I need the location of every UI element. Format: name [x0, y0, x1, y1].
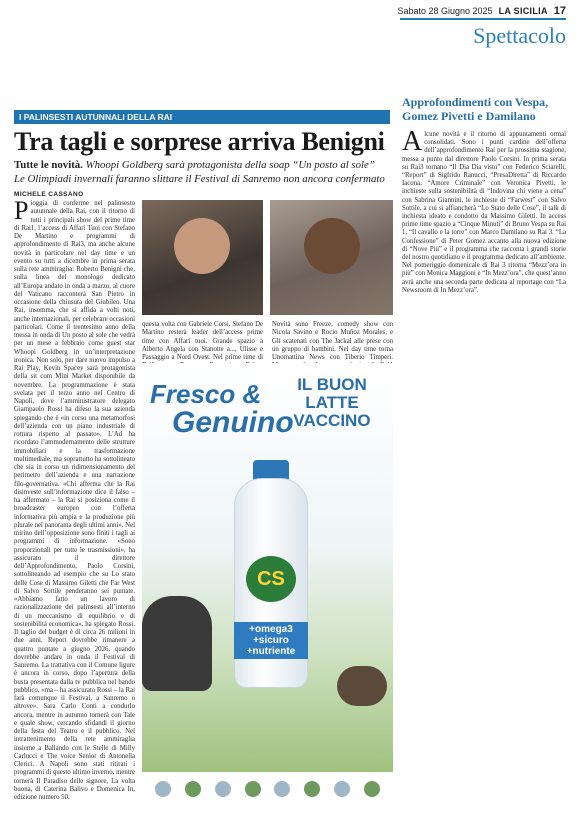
column-1-text: ioggia di conferme nel palinsesto autunnale della Rai, con il ritorno di tutti i principali show del prime time di Rai1, l’access di Affari Tuoi con Stefano De Martino e programmi di approfondimento di Rai3, ma anche alcune novità in particolare nel day time e un evento su tutti a dicembre in prima serata sulla rete ammiraglia: Roberto Benigni che, sulla linea del monologo dedicato all’Europa andato in onda a marzo, al cuore del Vaticano racconterà San Pietro in occasione della chiusura del Giubileo. Una Rai, insomma, che si affida a volti noti, anche internazionali, per celebrare occasioni particolari. Come il trentesimo anno della messa in onda di Un posto al sole che vedrà per un mese a febbraio come guest star Whoopi Goldberg in un’interpretazione ironica. Non solo, per dare nuovo impulso a Rai Play, Kevin Spacey sarà protagonista della sit com Mini Market disponibile da novembre. La programmazione è stata svelata per il terzo anno nel Centro di Napoli, dove l’amministratore delegato Giampaolo Rossi ha difeso la sua azienda spiegando che è «in corso una metamorfosi dell’azienda con un piano industriale di rottura rispetto al passato». L’Ad ha ricordato l’ammodernamento delle strutture immobiliari e la trasformazione multimediale, ma soprattutto ha sottolineato che sia in corso un ridimensionamento del perimetro dell’azienda e una narrazione filo-governativa. «Chi afferma che la Rai disinveste sull’informazione dice il falso – ha affermato – la Rai si posiziona come il broadcaster europeo con l’offerta informativa più ampia e la produzione più plurale nel panorama degli ultimi anni». Nel mirino dell’opposizione sono finiti i tagli ai programmi di informazione. «Sono proporzionali per tutte le trasmissioni», ha assicurato il direttore dell’Approfondimento, Paolo Corsini, sottolineando ad esempio che su Lo stato delle Cose di Massimo Giletti che Far West di Salvo Sottile penderanno sei puntate. «Abbiamo fatto un lavoro di razionalizzazione dei palinsesti all’interno di un meccanismo di equilibrio e di sostenibilità economica», ha spiegato Rossi. Il taglio del budget è di circa 26 milioni in due anni. Report dovrebbe rimanere a quattro puntate a giugno 2026, quando dovrebbe andare in onda il Festival di Sanremo. La trattativa con il Comune ligure è ancora in corso, dopo l’apertura della busta presentata dalla tv pubblica nel bando pubblico, «ma – ha assicurato Rossi – la Rai farà comunque il Festival, a Sanremo o altrove». Sara Carlo Conti a condurlo ancora, mentre in autunno tornerà con Tale e quale show, cercando sfidandi il giorno della festa del Teatro e il pubblico. Nel intrattenimento della rete ammiraglia insieme a Ballando con le Stelle di Milly Carlucci e The voice Senior di Antonella Clerici. A Napoli sono stati ritirati i programmi di questo ultimo inverno, mentre tornerà Il Paradiso delle signore, La volta buona, di Caterina Balivo e Domenica In, edizione numero 50.: [14, 200, 135, 801]
sidebar-headline: Approfondimenti con Vespa, Gomez Pivetti e Damilano: [402, 95, 549, 123]
publication-name: LA SICILIA: [498, 6, 548, 16]
sidebar-body: lcune novità e il ritorno di appuntamenti ormai consolidati. Sono i punti cardine dell’offerta dell’approfondimento Rai per la prossima stagione, messa a punto dal direttore Paolo Corsini. In prima serata su Rai3 tornano “Il Dia Dia visto” con Federico Sciarelli, “Report” di Sigfrido Ranucci, “PresaDiretta” di Riccardo Iacona, “Amore Criminale” con Veronica Pivetti, le inchieste sulla sostenibilità di “Indovina chi viene a cena” con Sabrina Giannini, le inchieste di “Farwest” con Salvo Sottile, a cui si affiancherà “Lo Stato delle Cose”, il talk di inchiesta ideato e condotto da Massimo Giletti. In access prime time spazio a “Cinque Minuti” di Bruno Vespa su Rai 1, “Il cavallo e la torre” con Marco Damilano su Rai 3. “La Confessione” di Peter Gomez accanto alla nuova edizione di “Nove Più” e il programma che racconta i grandi storie del nostro quotidiano e il programma dedicato all’ambiente. Nel pomeriggio domenicale di Rai 3 ritorna “Mezz’ora in più” con Monica Maggioni e “In Mezz’ora”, che quest’anno avrà anche una seconda parte dedicata al reportage con “La Newsroom di In Mezz’ora”.: [402, 131, 567, 294]
sidebar-text: [402, 126, 567, 295]
portrait-face: [174, 218, 230, 274]
article-byline: MICHELE CASSANO: [14, 191, 84, 198]
logo-icon: [274, 781, 290, 797]
sidebar-drop-cap: A: [402, 126, 423, 157]
logo-icon: [245, 781, 261, 797]
page-number: 17: [553, 5, 566, 17]
ad-tagline: +omega3 +sicuro +nutriente: [234, 622, 308, 659]
column-3-text: Novità sono Freeze, comedy show con Nicola Savino e Rocio Muñoz Morales, e Gli scatenati con The Jackal alle prese con un gruppo di bambini. Nel day time torna Unomattina News con Tiberio Timperi.: [272, 321, 393, 361]
photo-benigni: [142, 200, 263, 315]
sidebar-article: [402, 96, 566, 811]
photo-goldberg: [270, 200, 393, 315]
logo-icon: [364, 781, 380, 797]
drop-cap: P: [14, 196, 29, 225]
article-subheadline-2: Le Olimpiadi invernali faranno slittare il Festival di Sanremo non ancora confermato: [14, 173, 385, 185]
sponsor-logos: [142, 772, 393, 806]
ad-title-fresco: Fresco &: [150, 379, 262, 409]
subheadline-text: Whoopi Goldberg sarà protagonista della soap “Un posto al sole”: [85, 159, 375, 171]
section-header: [400, 18, 566, 49]
logo-icon: [215, 781, 231, 797]
cow-image: [142, 596, 212, 691]
logo-icon: [185, 781, 201, 797]
subheadline-lead: Tutte le novità.: [14, 159, 83, 171]
cow-image-2: [337, 666, 387, 706]
article-headline: Tra tagli e sorprese arriva Benigni: [14, 127, 385, 156]
logo-icon: [334, 781, 350, 797]
brand-badge: CS: [246, 556, 296, 602]
portrait-face-2: [304, 218, 360, 274]
milk-advertisement: [142, 366, 393, 806]
ad-title-latte: IL BUON LATTE VACCINO: [293, 375, 371, 430]
article-subheadline: [14, 159, 394, 172]
ad-title-genuino: Genuino: [172, 406, 294, 439]
issue-date: Sabato 28 Giugno 2025: [397, 6, 493, 16]
article-column-3: [272, 321, 393, 363]
article-column-2: [142, 321, 263, 363]
page-header: [0, 0, 580, 58]
section-title: Spettacolo: [473, 23, 566, 48]
column-2-text: questa volta con Gabriele Corsi. Stefano De Martino resterà leader dell’access prime time con Affari tuoi. Grande spazio a Alberto Angela con Stanotte a..., Ulisse e Passaggio a Nord Ovest. Nel prime time di: [142, 321, 263, 361]
article-kicker: I PALINSESTI AUTUNNALI DELLA RAI: [14, 110, 390, 124]
logo-icon: [304, 781, 320, 797]
running-header: [397, 5, 566, 17]
article-column-1: [14, 196, 135, 810]
logo-icon: [155, 781, 171, 797]
